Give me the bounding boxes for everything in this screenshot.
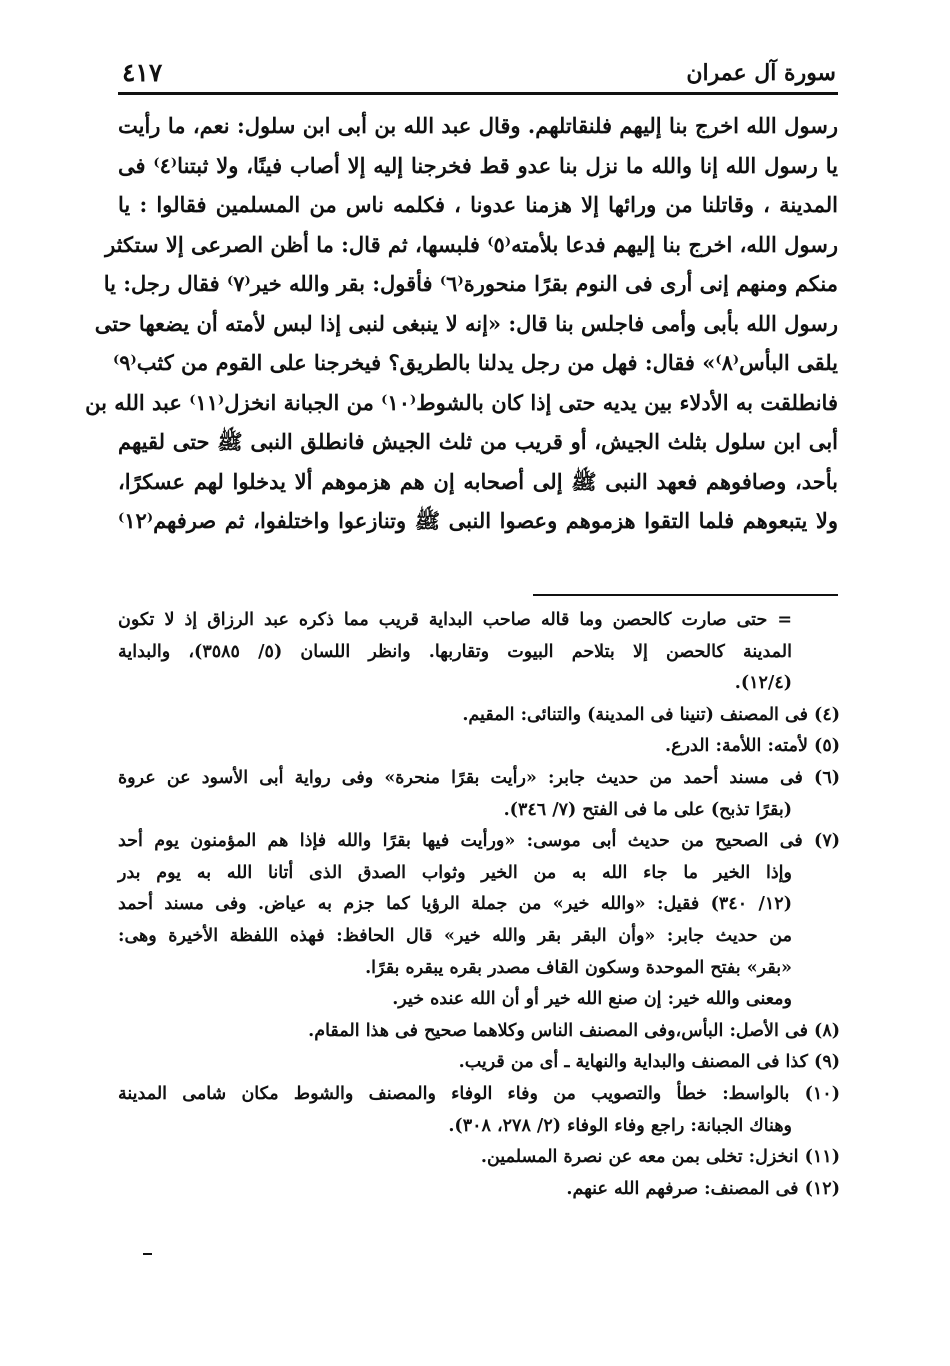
- body-line: أبى ابن سلول بثلث الجيش، أو قريب من ثلث الجيش فانطلق النبى ﷺ حتى لقيهم: [118, 429, 838, 454]
- footnote-line: (٦) فى مسند أحمد من حديث جابر: «رأيت بقرًا منحرة» وفى رواية أبى الأسود عن عروة: [118, 767, 840, 788]
- body-line: رسول الله اخرج بنا إليهم فلنقاتلهم. وقال عبد الله بن أبى ابن سلول: نعم، ما رأيت: [118, 113, 838, 138]
- footnote-line: من حديث جابر: «وأن البقر بقر والله خير» قال الحافظ: فهذه اللفظة الأخيرة وهى:: [118, 925, 792, 946]
- body-line: رسول الله، اخرج بنا إليهم فدعا بلأمته⁽٥⁾ فلبسها، ثم قال: ما أظن الصرعى إلا ستكثر: [105, 231, 838, 257]
- footnote-line: المدينة كالحصن إلا بتلاحم البيوت وتقاربها. وانظر اللسان (٥/ ٣٥٨٥)، والبداية: [118, 641, 792, 662]
- footnote-line: (١١) انخزل: تخلى بمن معه عن نصرة المسلمين.: [480, 1147, 840, 1168]
- footnote-line: (٤) فى المصنف (تنينا فى المدينة) والتنائى: المقيم.: [462, 704, 840, 725]
- footnote-line: (٥) لأمته: اللأمة: الدرع.: [665, 736, 840, 757]
- footnote-line: (١٢) فى المصنف: صرفهم الله عنهم.: [566, 1178, 840, 1199]
- page-header: [118, 58, 838, 95]
- surah-title: سورة آل عمران: [686, 60, 836, 86]
- footnote-line: وإذا الخير ما جاء الله به من الخير وثواب الصدق الذى أتانا الله به يوم بدر: [118, 862, 792, 883]
- footnote-line: (١٠) بالواسط: خطأ والتصويب من وفاء الوفاء والمصنف والشوط مكان شامى المدينة: [118, 1083, 840, 1104]
- footnotes: [118, 605, 840, 1205]
- footnote-line: (١٢/٤).: [734, 673, 792, 694]
- footnote-line: (١٢/ ٣٤٠) فقيل: «والله خير» من جملة الرؤيا كما جزم به عياض. وفى مسند أحمد: [118, 894, 792, 915]
- body-line: رسول الله بأبى وأمى فاجلس بنا قال: «إنه لا ينبغى لنبى إذا لبس لأمته أن يضعها حتى: [94, 310, 838, 336]
- body-line: بأحد، وصافوهم فعهد النبى ﷺ إلى أصحابه إن هم هزموهم ألا يدخلوا لهم عسكرًا،: [118, 468, 838, 494]
- footnote-line: (٩) كذا فى المصنف والبداية والنهاية ـ أى من قريب.: [458, 1052, 840, 1073]
- body-line: يا رسول الله إنا والله ما نزل بنا عدو قط فخرجنا إليه إلا أصاب فينًا، ولا ثبتنا⁽٤⁾ فى: [118, 152, 839, 178]
- body-line: منكم ومنهم إنى أرى فى النوم بقرًا منحورة⁽٦⁾ فأقول: بقر والله خير⁽٧⁾ فقال رجل: يا: [103, 271, 838, 296]
- page-number: ٤١٧: [122, 58, 163, 87]
- main-text: [85, 106, 839, 541]
- body-line: ولا يتبعوهم فلما التقوا هزموهم وعصوا النبى ﷺ وتنازعوا واختلفوا، ثم صرفهم⁽١٢⁾: [118, 508, 838, 533]
- footnote-line: ومعنى والله خير: إن صنع الله خير أو أن الله عنده خير.: [392, 989, 792, 1010]
- footnote-line: = حتى صارت كالحصن وما قاله صاحب البداية قريب مما ذكره عبد الرزاق إذ لا تكون: [118, 610, 792, 630]
- footnote-separator: [533, 594, 838, 596]
- body-line: يلقى البأس⁽٨⁾» فقال: فهل من رجل يدلنا بالطريق؟ فيخرجنا على القوم من كثب⁽٩⁾: [112, 350, 838, 375]
- footnote-line: (بقرًا تذبح) على ما فى الفتح (٧/ ٣٤٦).: [503, 799, 792, 820]
- footnote-line: (٧) فى الصحيح من حديث أبى موسى: «ورأيت فيها بقرًا والله فإذا هم المؤمنون يوم أحد: [118, 831, 840, 852]
- body-line: المدينة ، وقاتلنا من ورائها إلا هزمنا عدونا ، فكلمه ناس من المسلمين فقالوا : يا: [118, 192, 838, 217]
- footnote-line: «بقر» بفتح الموحدة وسكون القاف مصدر بقره يبقره بقرًا.: [365, 957, 792, 978]
- margin-mark: [143, 1253, 152, 1255]
- footnote-line: وهناك الجبانة: راجع وفاء الوفاء (٢/ ٢٧٨، ٣٠٨).: [448, 1115, 792, 1136]
- footnote-line: (٨) فى الأصل: البأس،وفى المصنف الناس وكلاهما صحيح فى هذا المقام.: [308, 1020, 840, 1041]
- body-line: فانطلقت به الأدلاء بين يديه حتى إذا كان بالشوط⁽١٠⁾ من الجبانة انخزل⁽١١⁾ عبد الله بن: [85, 389, 838, 415]
